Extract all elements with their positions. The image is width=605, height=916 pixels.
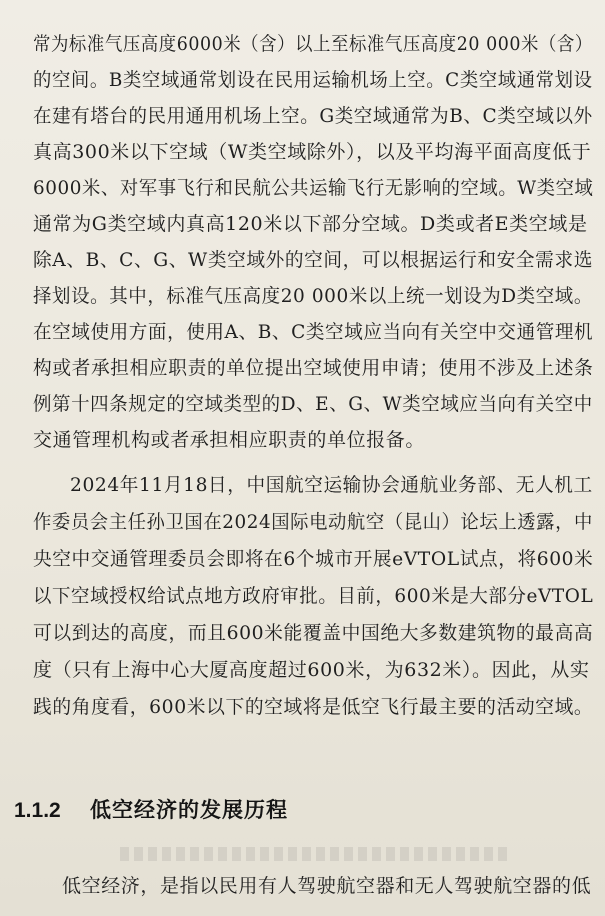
- text-line: 6000米、对军事飞行和民航公共运输飞行无影响的空域。W类空域: [33, 177, 594, 199]
- section-title: 低空经济的发展历程: [90, 798, 288, 822]
- section-heading: [14, 796, 288, 825]
- text-line: 除A、B、C、G、W类空域外的空间，可以根据运行和安全需求选: [33, 249, 593, 271]
- section-number: 1.1.2: [14, 799, 61, 822]
- text-line: 通常为G类空域内真高120米以下部分空域。D类或者E类空域是: [33, 213, 588, 235]
- text-line: 可以到达的高度，而且600米能覆盖中国绝大多数建筑物的最高高: [33, 622, 594, 644]
- text-line: 低空经济，是指以民用有人驾驶航空器和无人驾驶航空器的低: [62, 875, 592, 897]
- text-line: 度（只有上海中心大厦高度超过600米，为632米）。因此，从实: [33, 659, 590, 681]
- text-line: 以下空域授权给试点地方政府审批。目前，600米是大部分eVTOL: [33, 585, 594, 607]
- show-through-shadow: [120, 847, 510, 861]
- text-line: 在建有塔台的民用通用机场上空。G类空域通常为B、C类空域以外: [33, 105, 593, 127]
- text-line: 的空间。B类空域通常划设在民用运输机场上空。C类空域通常划设: [33, 69, 593, 91]
- text-line: 常为标准气压高度6000米（含）以上至标准气压高度20 000米（含）: [33, 33, 593, 55]
- text-line: 例第十四条规定的空域类型的D、E、G、W类空域应当向有关空中: [33, 393, 593, 415]
- text-line: 真高300米以下空域（W类空域除外），以及平均海平面高度低于: [33, 141, 592, 163]
- text-line: 择划设。其中，标准气压高度20 000米以上统一划设为D类空域。: [33, 285, 593, 307]
- text-line: 构或者承担相应职责的单位提出空域使用申请；使用不涉及上述条: [33, 357, 594, 379]
- text-line: 2024年11月18日，中国航空运输协会通航业务部、无人机工: [70, 474, 593, 496]
- text-line: 在空域使用方面，使用A、B、C类空域应当向有关空中交通管理机: [33, 321, 594, 343]
- text-line: 践的角度看，600米以下的空域将是低空飞行最主要的活动空域。: [33, 696, 594, 718]
- text-line: 央空中交通管理委员会即将在6个城市开展eVTOL试点，将600米: [33, 548, 594, 570]
- text-line: 交通管理机构或者承担相应职责的单位报备。: [33, 429, 426, 451]
- text-line: 作委员会主任孙卫国在2024国际电动航空（昆山）论坛上透露，中: [33, 511, 593, 533]
